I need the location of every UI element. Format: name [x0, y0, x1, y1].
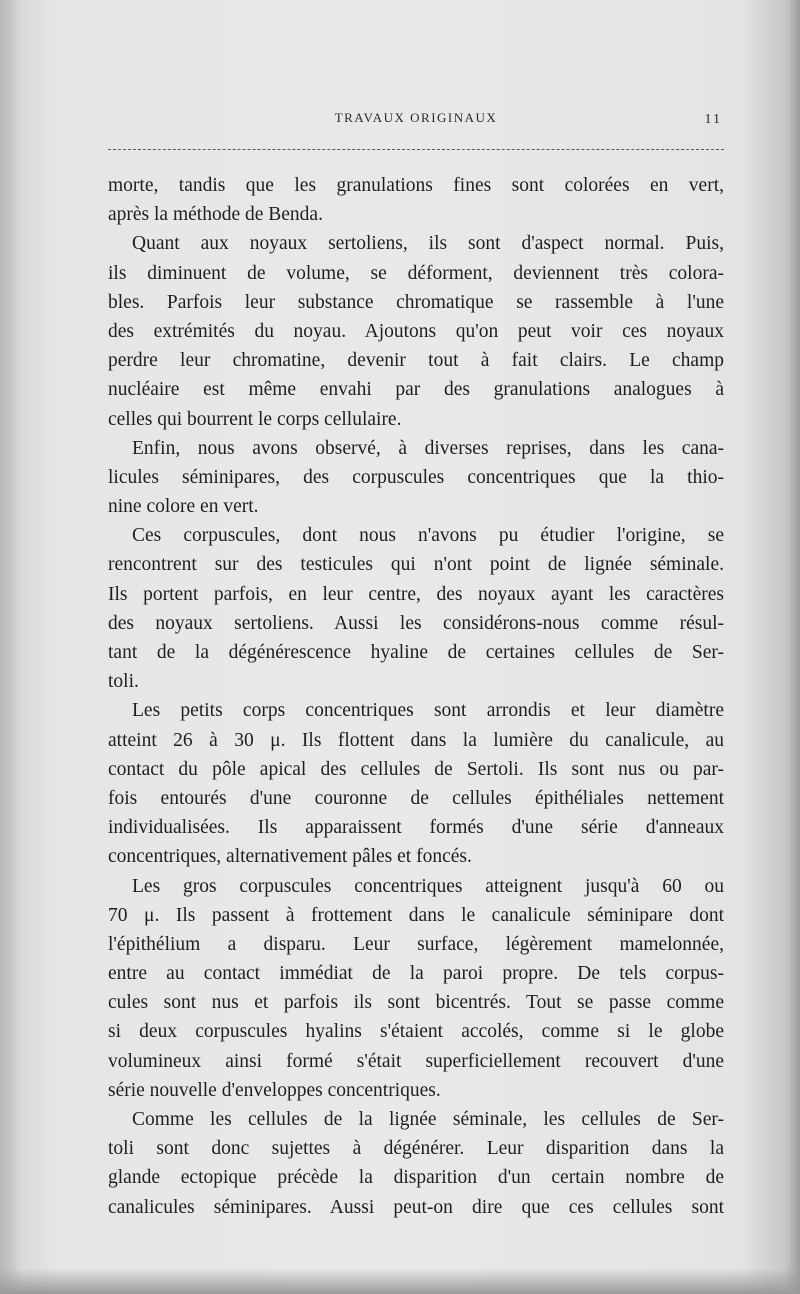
text-line: atteint 26 à 30 μ. Ils flottent dans la lumière du canalicule, au — [108, 729, 724, 751]
text-line: Ils portent parfois, en leur centre, des noyaux ayant les caractères — [108, 583, 724, 605]
text-line: glande ectopique précède la disparition d'un certain nombre de — [108, 1167, 724, 1189]
text-line: canalicules séminipares. Aussi peut-on dire que ces cellules sont — [108, 1196, 724, 1218]
text-line: des extrémités du noyau. Ajoutons qu'on peut voir ces noyaux — [108, 320, 724, 342]
text-line: individualisées. Ils apparaissent formés d'une série d'anneaux — [108, 817, 724, 839]
text-line: nine colore en vert. — [108, 496, 259, 518]
text-line: Les petits corps concentriques sont arrondis et leur diamètre — [132, 700, 724, 722]
text-line: celles qui bourrent le corps cellulaire. — [108, 408, 402, 430]
text-line: fois entourés d'une couronne de cellules épithéliales nettement — [108, 787, 724, 809]
text-line: 70 μ. Ils passent à frottement dans le canalicule séminipare dont — [108, 904, 724, 926]
text-line: cules sont nus et parfois ils sont bicentrés. Tout se passe comme — [108, 992, 724, 1014]
text-line: des noyaux sertoliens. Aussi les considérons-nous comme résul- — [108, 612, 724, 634]
text-line: Ces corpuscules, dont nous n'avons pu étudier l'origine, se — [132, 525, 724, 547]
text-line: rencontrent sur des testicules qui n'ont point de lignée séminale. — [108, 554, 724, 576]
text-line: volumineux ainsi formé s'était superficiellement recouvert d'une — [108, 1050, 724, 1072]
header-rule — [108, 149, 724, 150]
text-line: perdre leur chromatine, devenir tout à fait clairs. Le champ — [108, 350, 724, 372]
text-line: série nouvelle d'enveloppes concentriques. — [108, 1079, 441, 1101]
body-text — [108, 171, 724, 1222]
text-line: licules séminipares, des corpuscules concentriques que la thio- — [108, 466, 724, 488]
text-line: contact du pôle apical des cellules de Sertoli. Ils sont nus ou par- — [108, 758, 724, 780]
text-line: Comme les cellules de la lignée séminale, les cellules de Ser- — [132, 1109, 724, 1130]
running-head — [108, 108, 724, 132]
text-line: après la méthode de Benda. — [108, 204, 323, 226]
page-number: 11 — [704, 112, 722, 127]
text-line: Enfin, nous avons observé, à diverses reprises, dans les cana- — [132, 437, 724, 459]
page-binding-shadow — [0, 0, 22, 1294]
text-line: toli. — [108, 671, 139, 693]
text-line: concentriques, alternativement pâles et foncés. — [108, 846, 472, 868]
text-line: Quant aux noyaux sertoliens, ils sont d'aspect normal. Puis, — [132, 233, 724, 255]
text-line: Les gros corpuscules concentriques atteignent jusqu'à 60 ou — [132, 875, 724, 897]
text-line: bles. Parfois leur substance chromatique se rassemble à l'une — [108, 291, 724, 313]
text-line: morte, tandis que les granulations fines sont colorées en vert, — [108, 175, 724, 196]
text-line: toli sont donc sujettes à dégénérer. Leur disparition dans la — [108, 1138, 724, 1160]
text-line: tant de la dégénérescence hyaline de certaines cellules de Ser- — [108, 642, 724, 663]
running-title: TRAVAUX ORIGINAUX — [334, 110, 498, 125]
text-line: ils diminuent de volume, se déforment, deviennent très colora- — [108, 262, 724, 284]
text-line: nucléaire est même envahi par des granulations analogues à — [108, 379, 724, 401]
text-line: entre au contact immédiat de la paroi propre. De tels corpus- — [108, 963, 724, 985]
page-bottom-edge — [0, 1268, 800, 1294]
text-line: l'épithélium a disparu. Leur surface, légèrement mamelonnée, — [108, 933, 724, 955]
text-line: si deux corpuscules hyalins s'étaient accolés, comme si le globe — [108, 1021, 724, 1043]
